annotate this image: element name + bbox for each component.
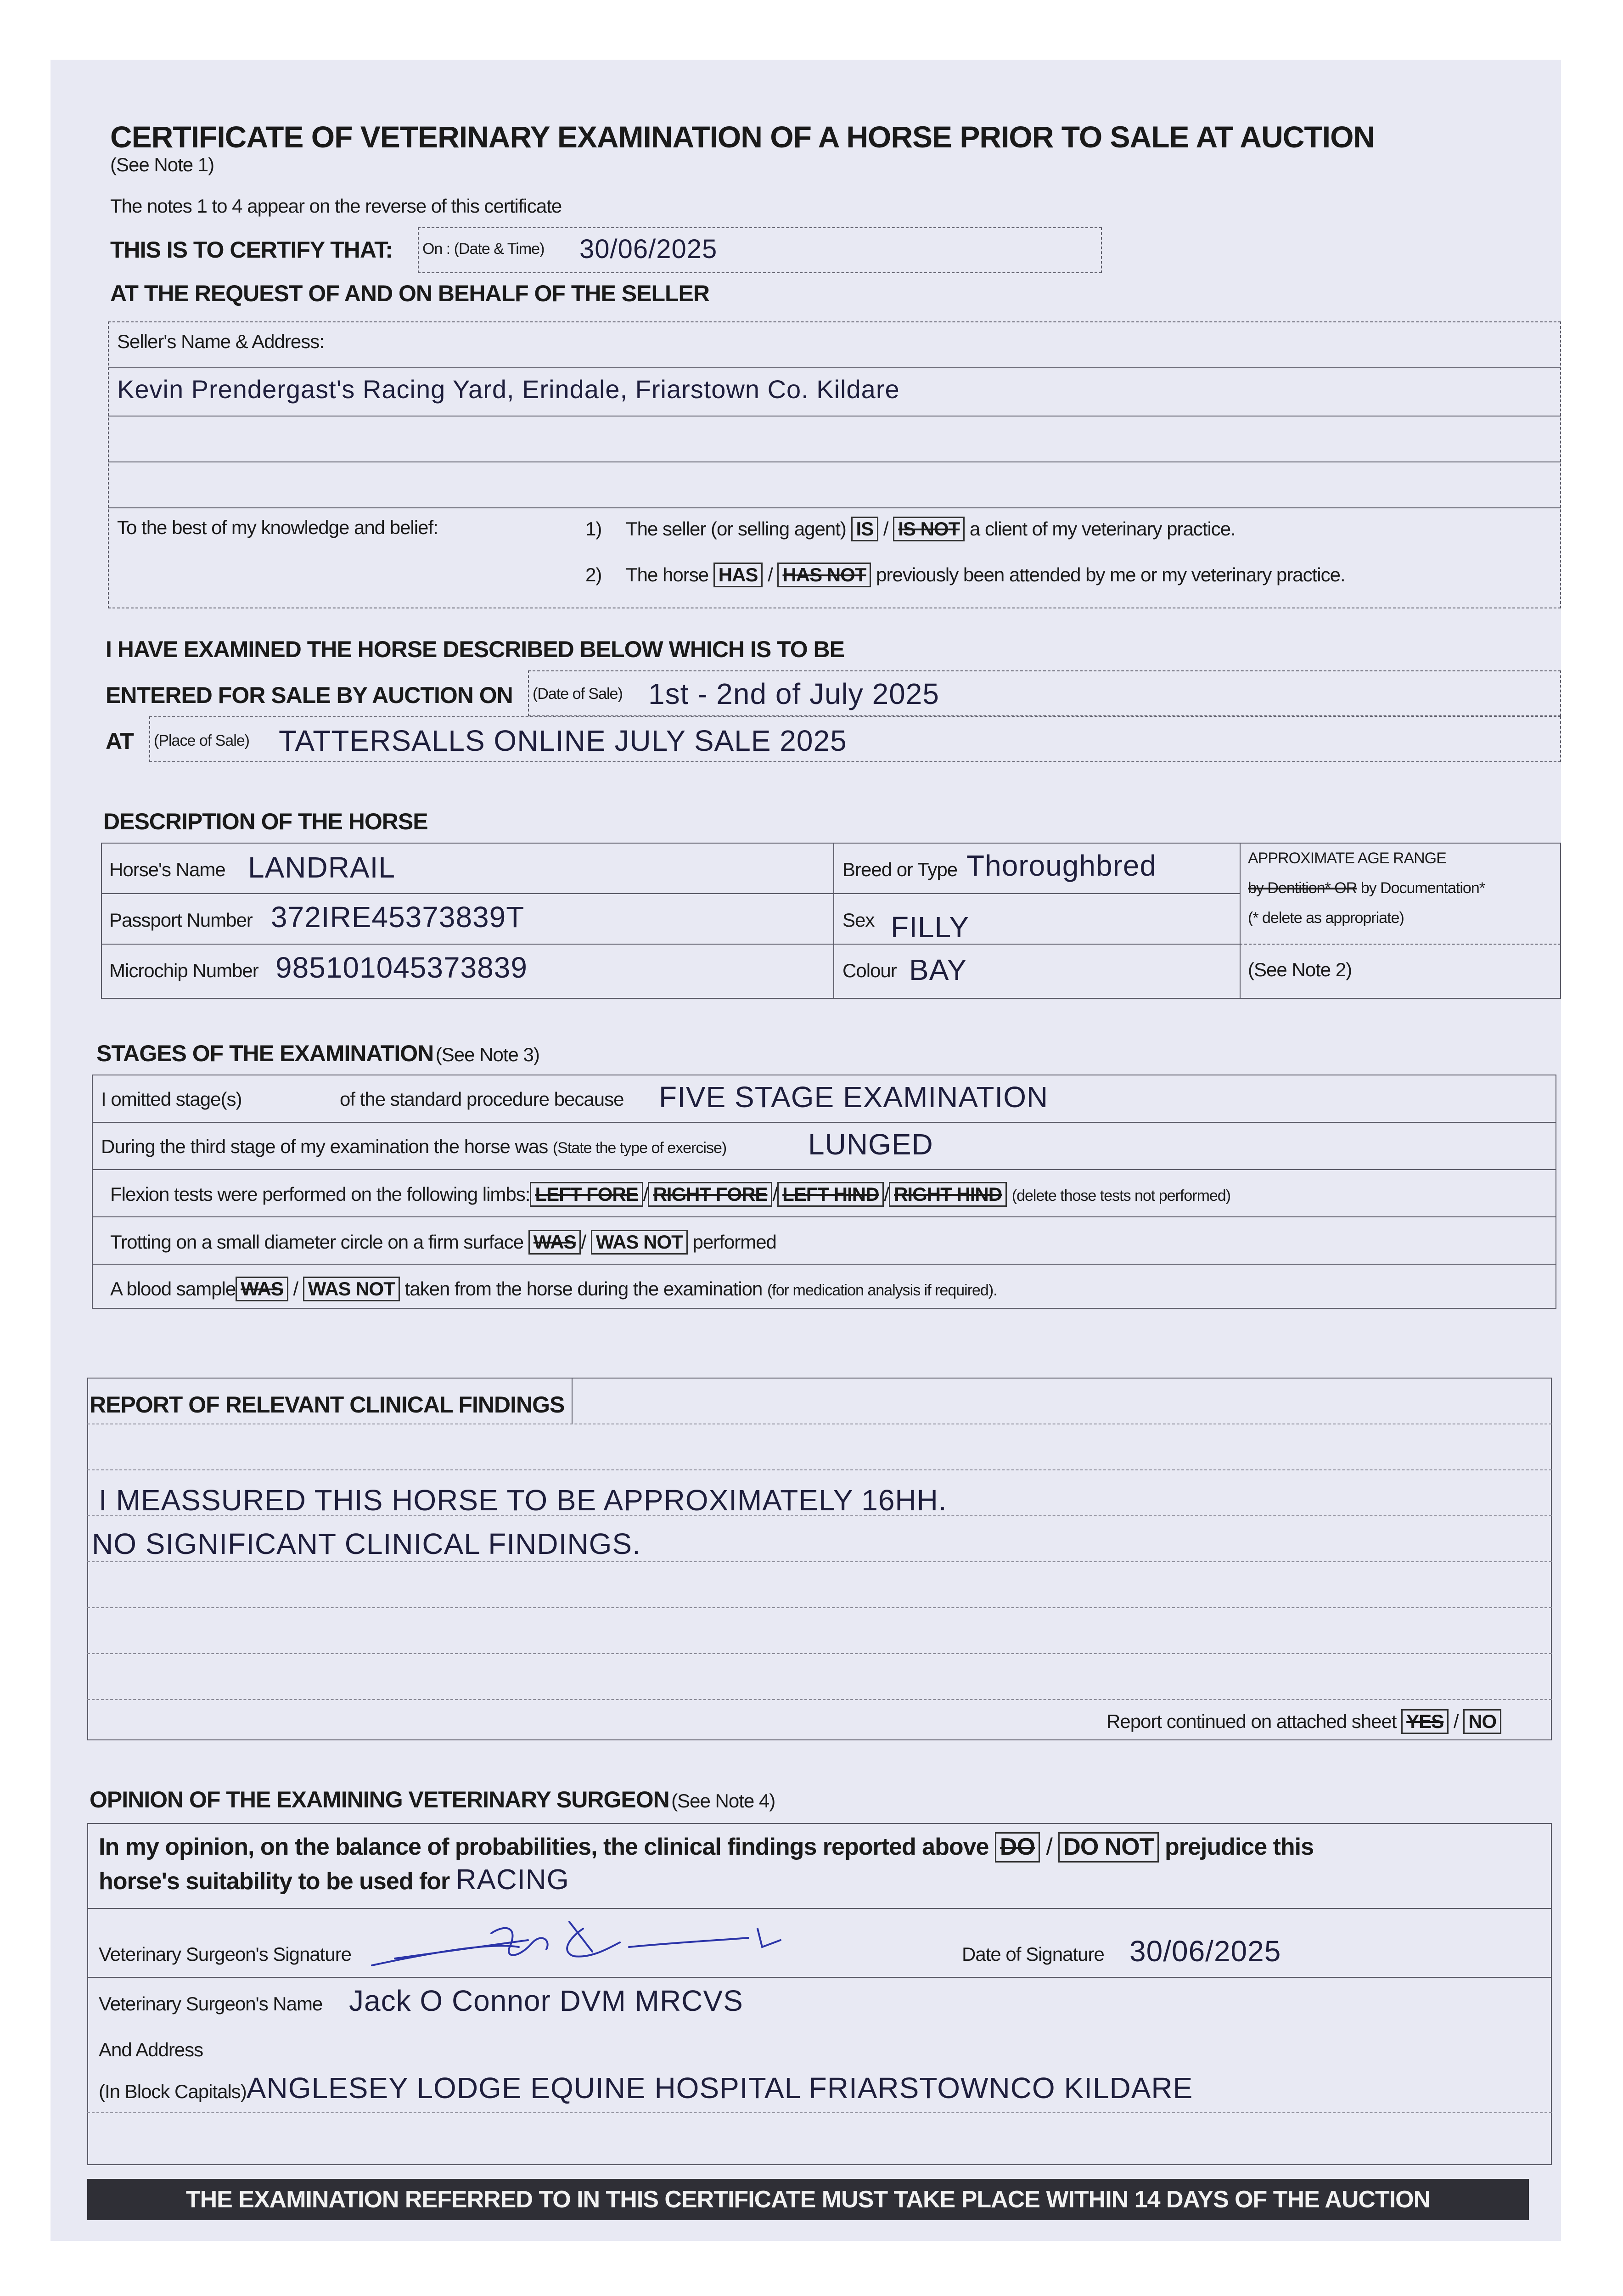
colour-label: Colour bbox=[842, 960, 897, 981]
opinion-header: OPINION OF THE EXAMINING VETERINARY SURGEON bbox=[90, 1787, 669, 1812]
sex-value[interactable]: FILLY bbox=[891, 911, 969, 944]
seller-name-label: Seller's Name & Address: bbox=[117, 331, 324, 352]
seller-item-1: 1) The seller (or selling agent) IS / IS NOT a client of my veterinary practice. bbox=[585, 517, 1236, 541]
notes-line: The notes 1 to 4 appear on the reverse of this certificate bbox=[110, 195, 562, 217]
horse-name-label: Horse's Name bbox=[109, 859, 225, 880]
opinion-text-1: In my opinion, on the balance of probabilities, the clinical findings reported above DO / DO NOT prejudice this bbox=[99, 1832, 1314, 1863]
report-header: REPORT OF RELEVANT CLINICAL FINDINGS bbox=[90, 1392, 565, 1418]
certify-on-label: On : (Date & Time) bbox=[422, 240, 545, 258]
age-range-title: APPROXIMATE AGE RANGE bbox=[1248, 850, 1446, 867]
certify-label: THIS IS TO CERTIFY THAT: bbox=[110, 237, 393, 263]
horse-has-not-option[interactable]: HAS NOT bbox=[777, 563, 871, 587]
seller-is-option[interactable]: IS bbox=[851, 517, 879, 541]
opinion-header-row bbox=[90, 1786, 775, 1813]
sex-label: Sex bbox=[842, 909, 875, 931]
sale-header-1: I HAVE EXAMINED THE HORSE DESCRIBED BELOW WHICH IS TO BE bbox=[106, 636, 844, 662]
age-documentation-option[interactable]: by Documentation* bbox=[1360, 879, 1485, 897]
surgeon-name-label: Veterinary Surgeon's Name bbox=[99, 1993, 323, 2015]
horse-name-value[interactable]: LANDRAIL bbox=[248, 851, 395, 884]
age-delete-note: (* delete as appropriate) bbox=[1248, 909, 1404, 927]
opinion-do-not-option[interactable]: DO NOT bbox=[1058, 1832, 1158, 1863]
sale-date-label: (Date of Sale) bbox=[533, 685, 623, 703]
report-continued-row: Report continued on attached sheet YES / NO bbox=[1106, 1709, 1501, 1734]
flexion-row: Flexion tests were performed on the following limbs: LEFT FORE / RIGHT FORE / LEFT HIND / RIGHT HIND (delete those tests not performed) bbox=[110, 1182, 1230, 1207]
seller-item-2: 2) The horse HAS / HAS NOT previously been attended by me or my veterinary practice. bbox=[585, 563, 1345, 587]
report-line-2[interactable]: NO SIGNIFICANT CLINICAL FINDINGS. bbox=[92, 1527, 641, 1560]
sale-place-value: TATTERSALLS ONLINE JULY SALE 2025 bbox=[279, 724, 847, 757]
flexion-label: Flexion tests were performed on the following limbs: bbox=[110, 1183, 530, 1205]
omitted-value[interactable]: FIVE STAGE EXAMINATION bbox=[659, 1080, 1049, 1114]
sale-at-label: AT bbox=[106, 728, 134, 754]
seller-is-not-option[interactable]: IS NOT bbox=[893, 517, 965, 541]
stages-header: STAGES OF THE EXAMINATION bbox=[96, 1041, 434, 1066]
third-stage-value[interactable]: LUNGED bbox=[808, 1128, 933, 1161]
see-note-1: (See Note 1) bbox=[110, 154, 214, 175]
trot-was-option[interactable]: WAS bbox=[528, 1230, 581, 1255]
age-range-options bbox=[1248, 879, 1485, 897]
date-of-signature-value[interactable]: 30/06/2025 bbox=[1129, 1935, 1281, 1968]
signature-image bbox=[354, 1915, 859, 1979]
seller-address-line1[interactable]: Kevin Prendergast's Racing Yard, Erindale, Friarstown Co. Kildare bbox=[117, 375, 900, 404]
date-of-signature-label: Date of Signature bbox=[962, 1943, 1104, 1965]
passport-value[interactable]: 372IRE45373839T bbox=[271, 900, 525, 934]
blood-was-not-option[interactable]: WAS NOT bbox=[303, 1277, 400, 1301]
flexion-right-hind[interactable]: RIGHT HIND bbox=[889, 1182, 1007, 1207]
trot-was-not-option[interactable]: WAS NOT bbox=[591, 1230, 688, 1255]
opinion-do-option[interactable]: DO bbox=[995, 1832, 1040, 1863]
colour-value[interactable]: BAY bbox=[909, 953, 967, 986]
sale-header-2: ENTERED FOR SALE BY AUCTION ON bbox=[106, 682, 513, 708]
request-header: AT THE REQUEST OF AND ON BEHALF OF THE SELLER bbox=[110, 281, 709, 306]
third-stage-label: During the third stage of my examination the horse was (State the type of exercise) bbox=[101, 1136, 727, 1157]
omitted-because: of the standard procedure because bbox=[340, 1088, 624, 1110]
stages-see-note-3: (See Note 3) bbox=[435, 1044, 539, 1065]
certify-on-value: 30/06/2025 bbox=[579, 234, 718, 264]
surgeon-address-row bbox=[99, 2071, 1193, 2105]
certificate-title: CERTIFICATE OF VETERINARY EXAMINATION OF A HORSE PRIOR TO SALE AT AUCTION bbox=[110, 120, 1375, 154]
surgeon-name-value[interactable]: Jack O Connor DVM MRCVS bbox=[349, 1984, 743, 2017]
blood-row: A blood sample WAS / WAS NOT taken from the horse during the examination (for medication analysis if required). bbox=[110, 1277, 997, 1301]
sale-place-box[interactable] bbox=[149, 716, 1561, 762]
footer-notice: THE EXAMINATION REFERRED TO IN THIS CERTIFICATE MUST TAKE PLACE WITHIN 14 DAYS OF THE AUCTION bbox=[87, 2179, 1529, 2220]
certificate-sheet bbox=[51, 60, 1561, 2241]
surgeon-address-label-2: (In Block Capitals) bbox=[99, 2081, 247, 2102]
flexion-right-fore[interactable]: RIGHT FORE bbox=[648, 1182, 772, 1207]
sale-place-label: (Place of Sale) bbox=[154, 732, 249, 749]
opinion-see-note-4: (See Note 4) bbox=[671, 1790, 775, 1812]
opinion-text-2: horse's suitability to be used for RACING bbox=[99, 1864, 569, 1896]
sale-date-box[interactable] bbox=[528, 670, 1561, 716]
knowledge-label: To the best of my knowledge and belief: bbox=[117, 517, 438, 538]
flexion-left-fore[interactable]: LEFT FORE bbox=[530, 1182, 643, 1207]
trot-row: Trotting on a small diameter circle on a firm surface WAS / WAS NOT performed bbox=[110, 1230, 776, 1255]
certify-date-box[interactable] bbox=[418, 227, 1102, 273]
breed-value[interactable]: Thoroughbred bbox=[966, 849, 1157, 882]
flexion-note: (delete those tests not performed) bbox=[1011, 1187, 1231, 1204]
breed-label: Breed or Type bbox=[842, 859, 958, 880]
age-dentition-option[interactable]: by Dentition* OR bbox=[1248, 879, 1357, 897]
surgeon-address-label: And Address bbox=[99, 2039, 203, 2060]
horse-has-option[interactable]: HAS bbox=[713, 563, 763, 587]
signature-label: Veterinary Surgeon's Signature bbox=[99, 1943, 352, 1965]
blood-was-option[interactable]: WAS bbox=[236, 1277, 288, 1301]
age-see-note-2: (See Note 2) bbox=[1248, 959, 1352, 980]
microchip-value[interactable]: 985101045373839 bbox=[275, 951, 528, 984]
omitted-label: I omitted stage(s) bbox=[101, 1088, 242, 1110]
report-continued-no[interactable]: NO bbox=[1463, 1709, 1501, 1734]
microchip-label: Microchip Number bbox=[109, 960, 258, 981]
report-line-1[interactable]: I MEASSURED THIS HORSE TO BE APPROXIMATELY 16HH. bbox=[99, 1484, 947, 1517]
surgeon-address-value[interactable]: ANGLESEY LODGE EQUINE HOSPITAL FRIARSTOWNCO KILDARE bbox=[246, 2071, 1193, 2105]
opinion-use-value[interactable]: RACING bbox=[455, 1864, 569, 1896]
stages-header-row bbox=[96, 1040, 539, 1067]
sale-date-value: 1st - 2nd of July 2025 bbox=[648, 677, 939, 710]
description-header: DESCRIPTION OF THE HORSE bbox=[103, 809, 428, 834]
passport-label: Passport Number bbox=[109, 909, 253, 931]
report-continued-yes[interactable]: YES bbox=[1401, 1709, 1449, 1734]
flexion-left-hind[interactable]: LEFT HIND bbox=[777, 1182, 884, 1207]
